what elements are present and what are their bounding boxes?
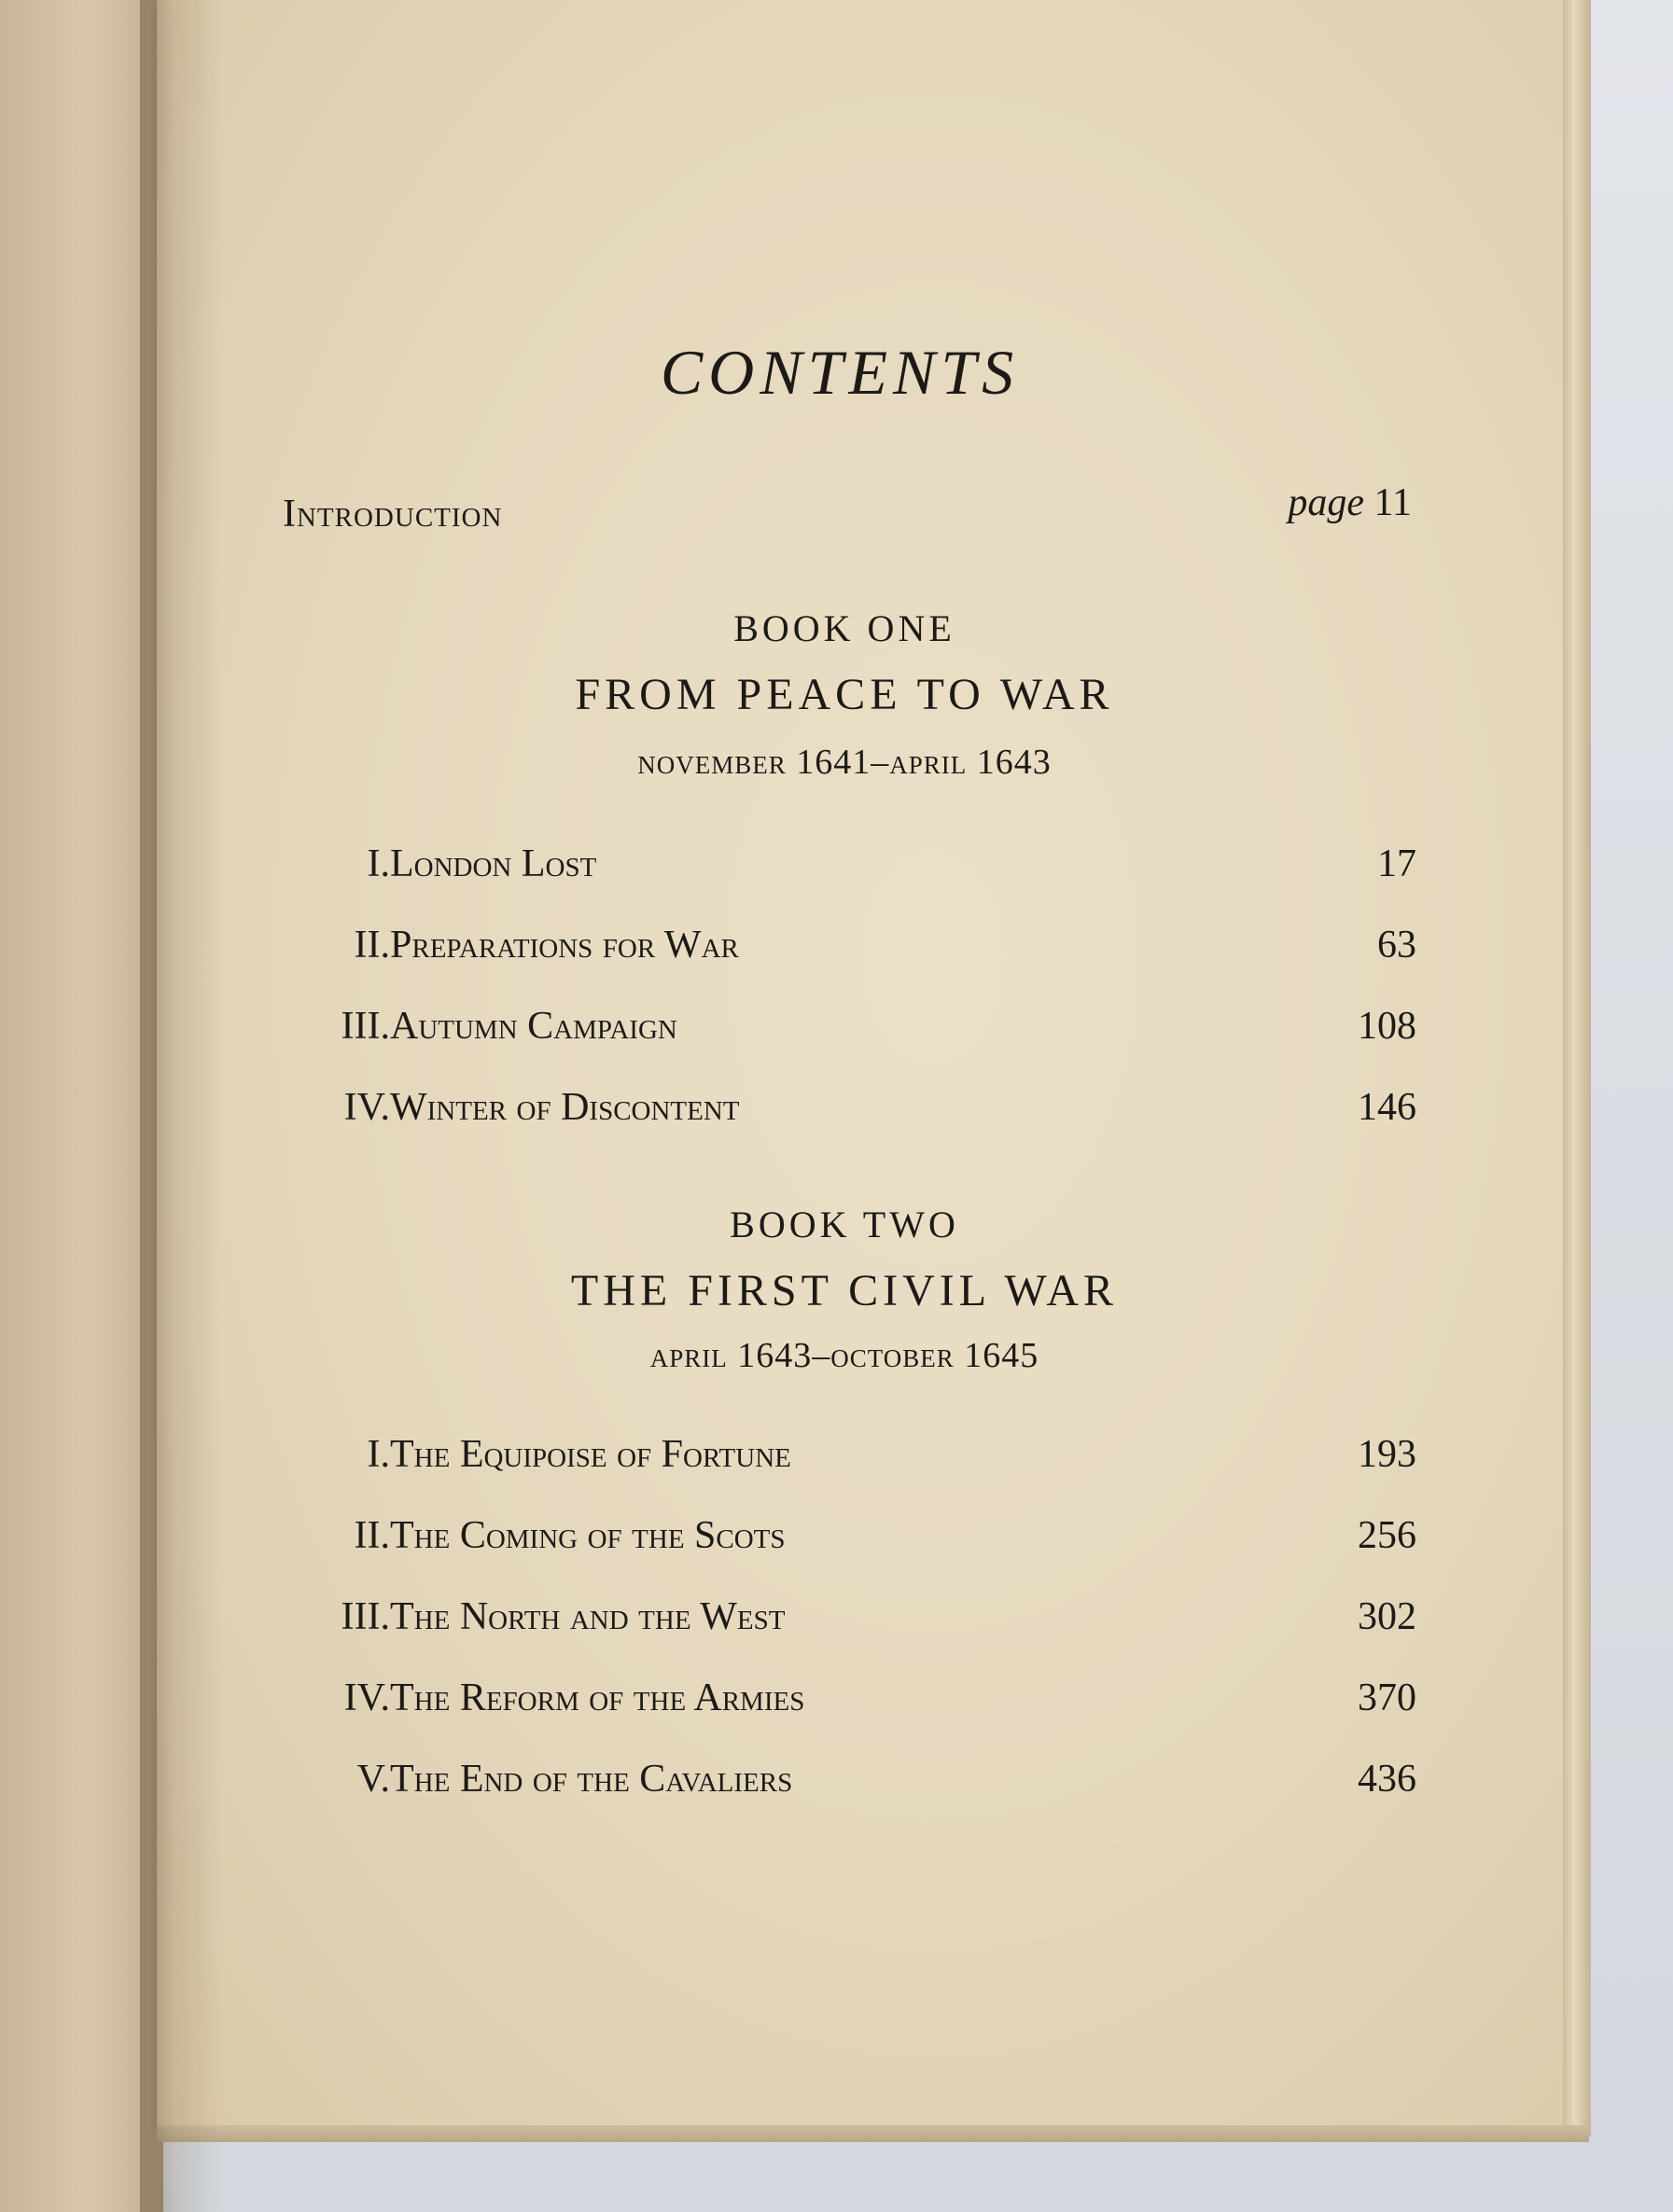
chapter-title: The Equipoise of Fortune: [390, 1433, 791, 1476]
book-two-heading: BOOK TWO: [730, 1203, 959, 1245]
chapter-number: II.: [354, 1514, 390, 1557]
book-one-dates: november 1641–april 1643: [637, 743, 1052, 782]
introduction-page-number: 11: [1373, 481, 1412, 524]
chapter-number: III.: [341, 1005, 390, 1048]
book-two-dates: april 1643–october 1645: [649, 1336, 1039, 1375]
toc-row: [280, 1432, 1416, 1488]
page-word: page: [1288, 481, 1365, 524]
introduction-label: Introduction: [283, 493, 503, 536]
chapter-page: 146: [1358, 1086, 1416, 1129]
chapter-page: 17: [1377, 842, 1416, 885]
chapter-title: The Coming of the Scots: [390, 1514, 786, 1557]
chapter-page: 436: [1358, 1758, 1416, 1801]
book-one-title: FROM PEACE TO WAR: [575, 670, 1114, 719]
chapter-number: IV.: [343, 1086, 390, 1129]
chapter-title: The Reform of the Armies: [390, 1676, 805, 1719]
toc-row: [280, 1513, 1416, 1569]
toc-row: [280, 1085, 1416, 1141]
chapter-page: 302: [1358, 1595, 1416, 1638]
chapter-number: II.: [354, 924, 390, 967]
page-title: CONTENTS: [660, 337, 1020, 408]
chapter-page: 193: [1358, 1433, 1416, 1476]
introduction-page: [1288, 480, 1412, 525]
chapter-number: V.: [356, 1758, 390, 1801]
chapter-title: Winter of Discontent: [390, 1086, 740, 1129]
book-two-title: THE FIRST CIVIL WAR: [570, 1266, 1119, 1315]
chapter-title: Preparations for War: [390, 924, 739, 967]
chapter-page: 256: [1358, 1514, 1416, 1557]
chapter-title: The North and the West: [390, 1595, 786, 1638]
toc-row: [280, 923, 1416, 979]
chapter-number: III.: [341, 1595, 390, 1638]
toc-row: [280, 1004, 1416, 1060]
chapter-title: London Lost: [390, 842, 597, 885]
toc-row: [280, 1676, 1416, 1732]
chapter-number: I.: [367, 1433, 390, 1476]
chapter-number: I.: [367, 842, 390, 885]
toc-row: [280, 1757, 1416, 1813]
chapter-page: 370: [1358, 1676, 1416, 1719]
chapter-title: Autumn Campaign: [390, 1005, 677, 1048]
chapter-page: 108: [1358, 1005, 1416, 1048]
chapter-page: 63: [1377, 924, 1416, 967]
chapter-title: The End of the Cavaliers: [390, 1758, 793, 1801]
toc-row: [280, 1594, 1416, 1650]
book-one-heading: BOOK ONE: [733, 607, 955, 649]
toc-row: [280, 842, 1416, 897]
chapter-number: IV.: [343, 1676, 390, 1719]
